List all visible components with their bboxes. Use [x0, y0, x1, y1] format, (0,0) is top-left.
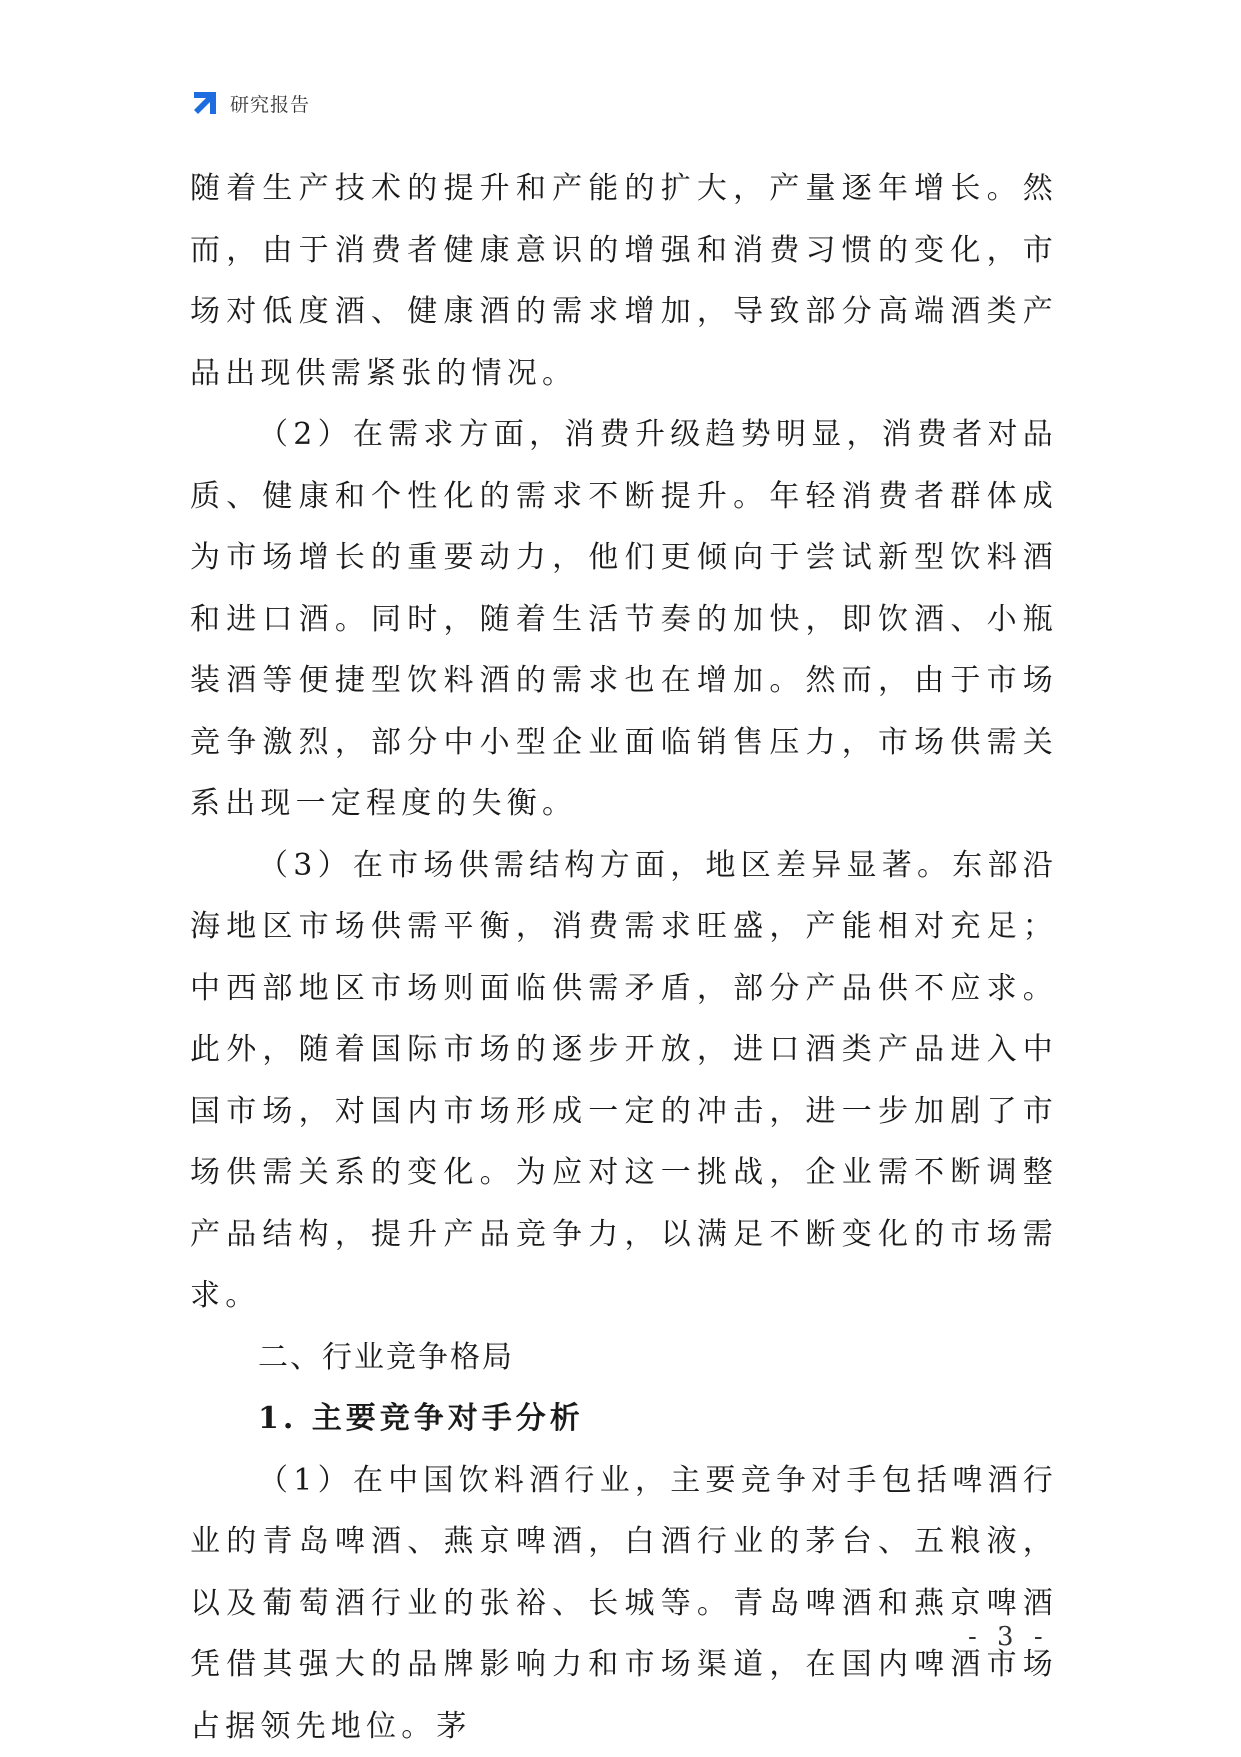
paragraph: （1）在中国饮料酒行业，主要竞争对手包括啤酒行业的青岛啤酒、燕京啤酒，白酒行业的茅台、五粮液，以及葡萄酒行业的张裕、长城等。青岛啤酒和燕京啤酒凭借其强大的品牌影响力和市场渠道，在国内啤酒市场占据领先地位。茅 — [190, 1450, 1058, 1757]
page-number: - 3 - — [0, 1622, 1241, 1652]
document-body — [190, 158, 1058, 1757]
paragraph: （2）在需求方面，消费升级趋势明显，消费者对品质、健康和个性化的需求不断提升。年轻消费者群体成为市场增长的重要动力，他们更倾向于尝试新型饮料酒和进口酒。同时，随着生活节奏的加快，即饮酒、小瓶装酒等便捷型饮料酒的需求也在增加。然而，由于市场竞争激烈，部分中小型企业面临销售压力，市场供需关系出现一定程度的失衡。 — [190, 404, 1058, 835]
paragraph: （3）在市场供需结构方面，地区差异显著。东部沿海地区市场供需平衡，消费需求旺盛，产能相对充足；中西部地区市场则面临供需矛盾，部分产品供不应求。此外，随着国际市场的逐步开放，进口酒类产品进入中国市场，对国内市场形成一定的冲击，进一步加剧了市场供需关系的变化。为应对这一挑战，企业需不断调整产品结构，提升产品竞争力，以满足不断变化的市场需求。 — [190, 835, 1058, 1327]
subsection-heading: 1. 主要竞争对手分析 — [190, 1388, 1058, 1450]
paragraph: 随着生产技术的提升和产能的扩大，产量逐年增长。然而，由于消费者健康意识的增强和消费习惯的变化，市场对低度酒、健康酒的需求增加，导致部分高端酒类产品出现供需紧张的情况。 — [190, 158, 1058, 404]
header-label: 研究报告 — [230, 90, 310, 117]
section-heading: 二、行业竞争格局 — [190, 1327, 1058, 1389]
arrow-up-right-icon — [190, 88, 220, 118]
page-header — [190, 88, 310, 118]
